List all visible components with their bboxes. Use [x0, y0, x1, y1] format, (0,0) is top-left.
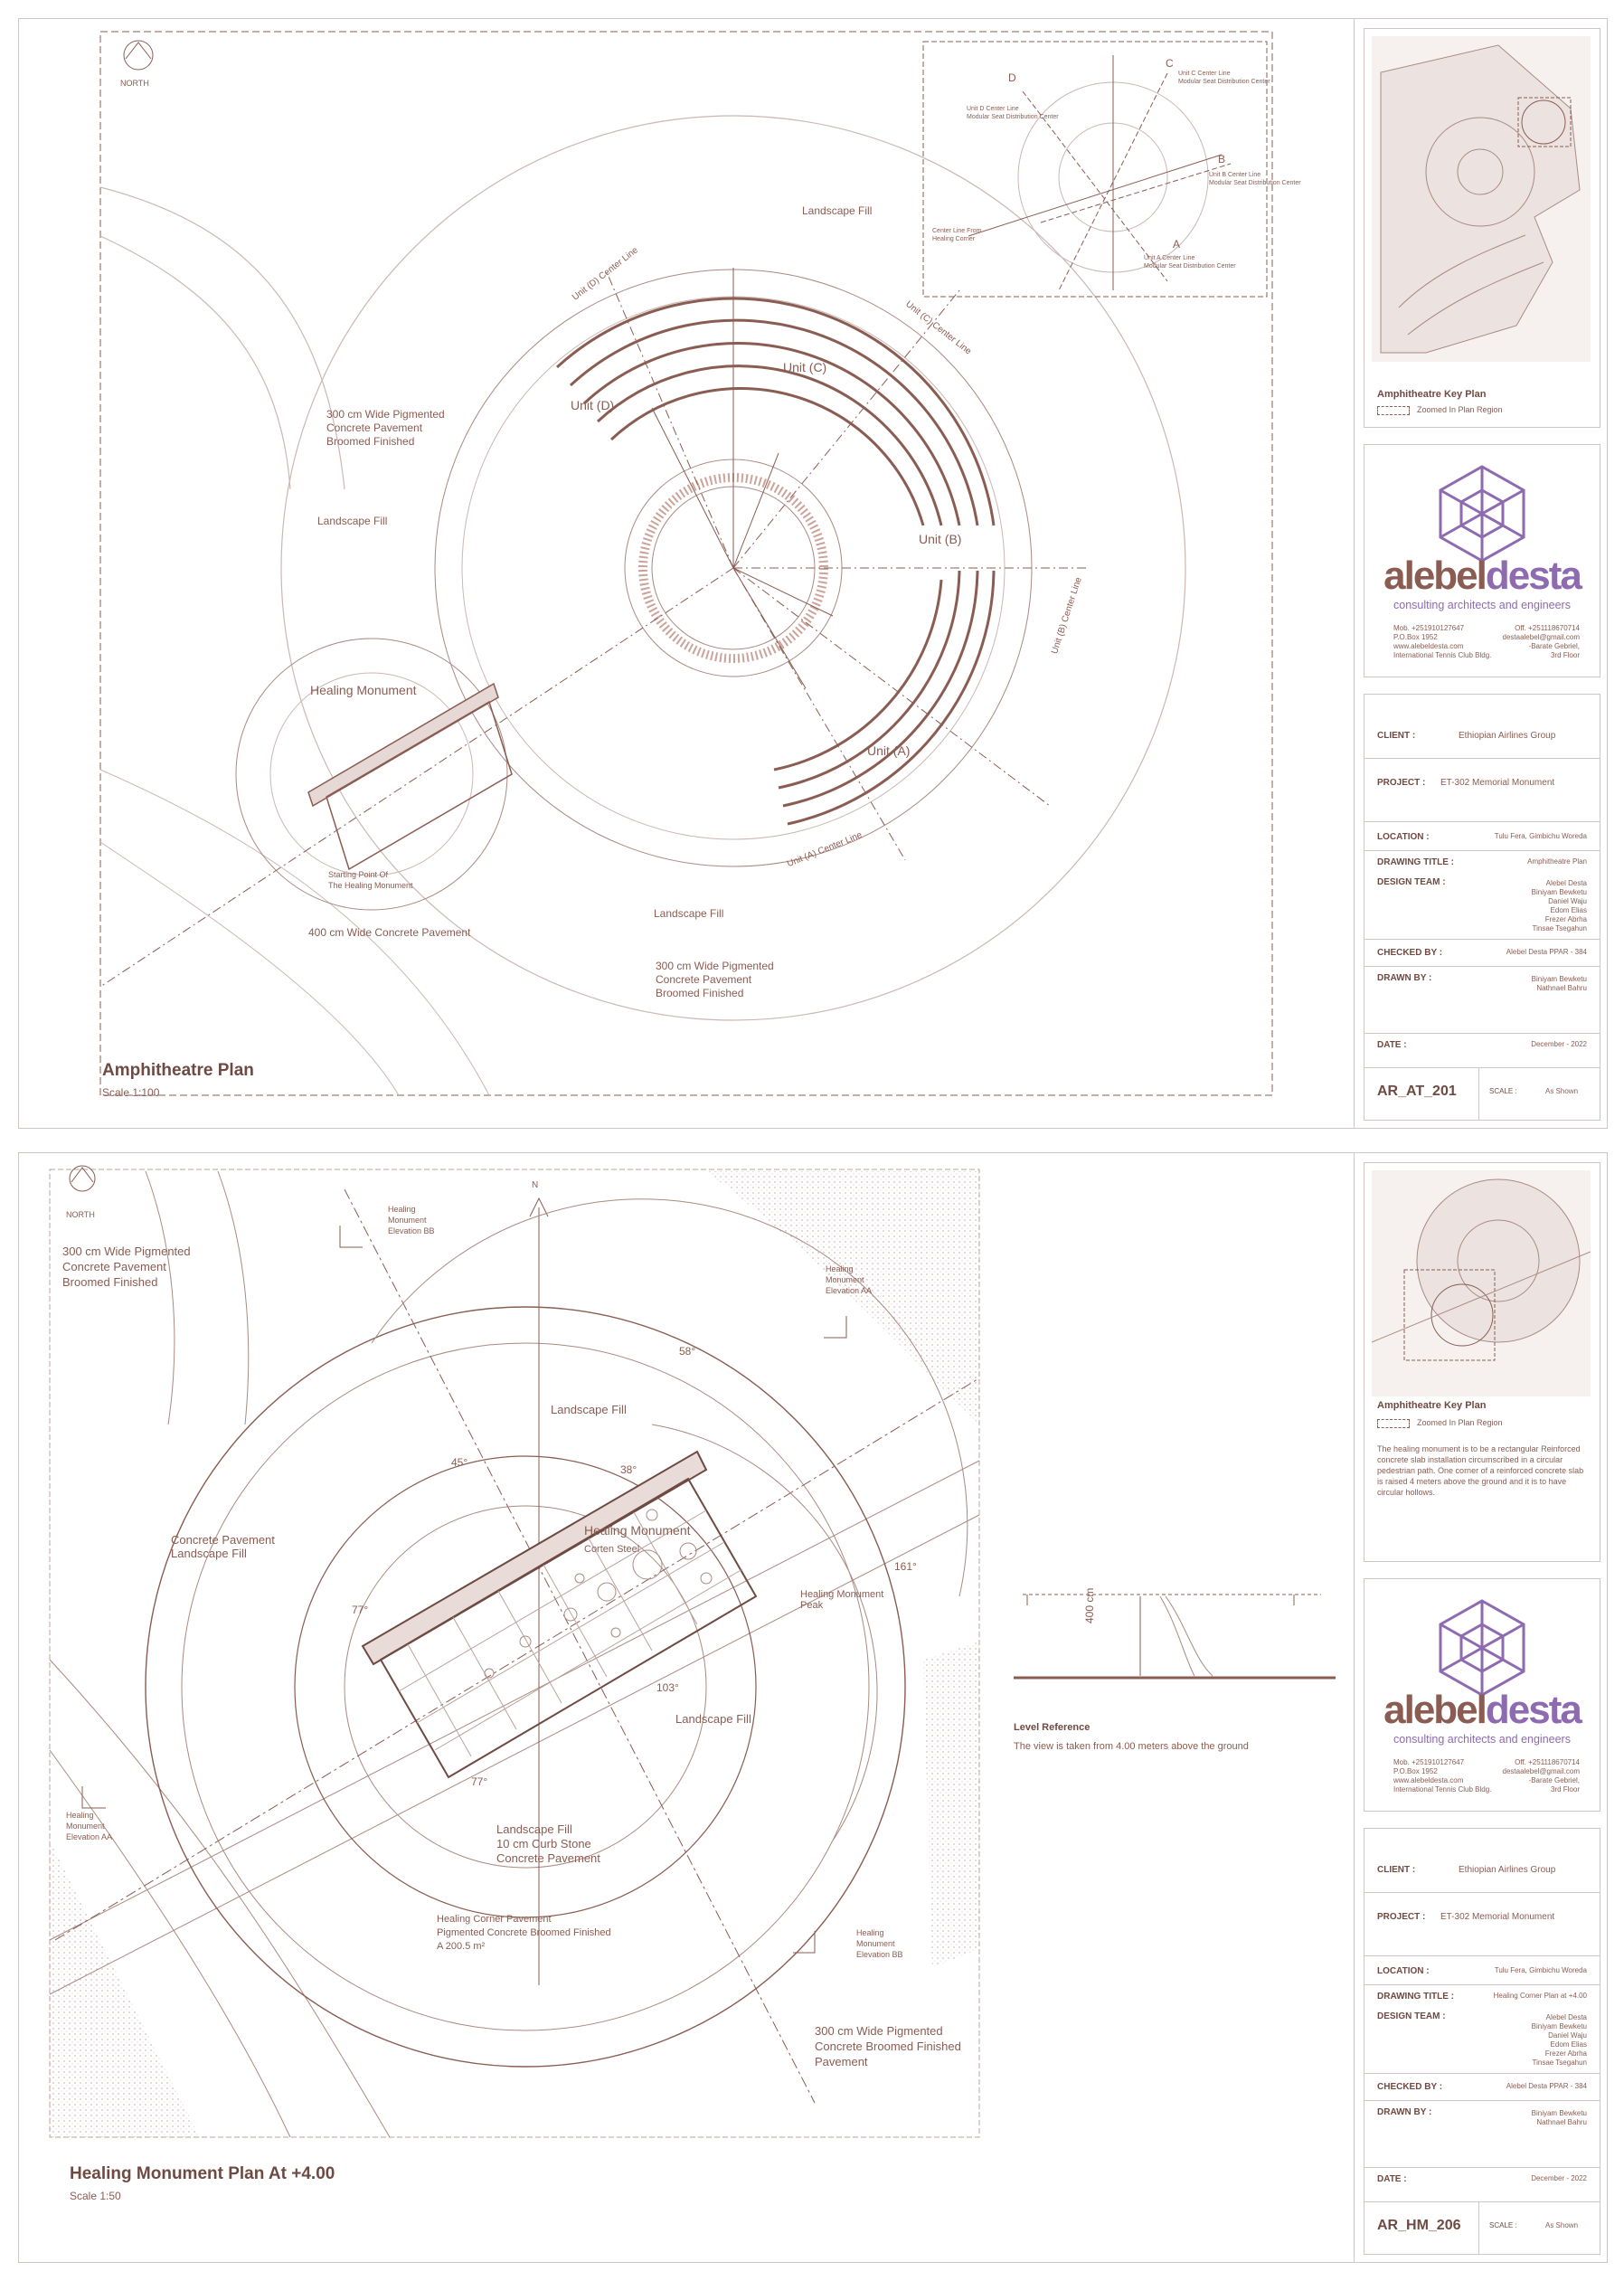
drawn-label: DRAWN BY :	[1377, 2107, 1432, 2117]
contact-floor: 3rd Floor	[1550, 651, 1580, 659]
date-value: December - 2022	[1531, 1040, 1587, 1048]
checked-value: Alebel Desta PPAR - 384	[1506, 2082, 1587, 2090]
design-team-label: DESIGN TEAM :	[1377, 2011, 1446, 2021]
team-member: Alebel Desta	[1545, 2013, 1587, 2021]
firm-name-part2: desta	[1485, 1688, 1581, 1732]
level-reference-text: The view is taken from 4.00 meters above the ground	[1014, 1741, 1249, 1752]
project-row	[1377, 778, 1587, 788]
team-member: Edom Elias	[1550, 906, 1587, 914]
monument-description: The healing monument is to be a rectangular Reinforced concrete slab installation circumscribed in a circular pedestrian path. One corner of a reinforced concrete slab is raised 4 meters above the ground and it is to have circular hollows.	[1377, 1444, 1584, 1497]
contact-website: www.alebeldesta.com	[1393, 642, 1464, 650]
label-concrete-pavement: Concrete Pavement Landscape Fill	[171, 1533, 275, 1560]
healing-monument-drawing	[19, 1153, 1354, 2262]
firm-tagline: consulting architects and engineers	[1393, 1733, 1571, 1746]
north-axis-label: N	[532, 1180, 539, 1190]
location-label: LOCATION :	[1377, 832, 1430, 842]
label-pavement-300-bottom: 300 cm Wide Pigmented Concrete Broomed Finished Pavement	[815, 2024, 961, 2068]
team-member: Biniyam Bewketu	[1531, 2022, 1587, 2030]
date-row	[1377, 1040, 1587, 1050]
firm-logo-panel	[1364, 444, 1600, 677]
label-angle-45: 45°	[451, 1456, 468, 1469]
label-monument-peak: Healing Monument Peak	[800, 1589, 884, 1611]
location-row	[1377, 1966, 1587, 1976]
label-unit-a-centerline: Unit (A) Center Line	[786, 829, 864, 870]
date-value: December - 2022	[1531, 2174, 1587, 2182]
scale-label: SCALE :	[1489, 2221, 1517, 2229]
label-elevation-bb-top: Healing Monument Elevation BB	[388, 1205, 435, 1235]
drawn-row	[1377, 2107, 1587, 2126]
label-angle-58: 58°	[679, 1345, 696, 1358]
drawn-member: Biniyam Bewketu	[1531, 2109, 1587, 2117]
label-healing-monument: Healing Monument	[584, 1523, 691, 1538]
inset-unit-a-text: Unit A Center Line Modular Seat Distribution Center	[1144, 255, 1236, 270]
checked-row	[1377, 2082, 1587, 2092]
contact-left	[1393, 624, 1491, 660]
inset-healing-text: Center Line From Healing Corner	[932, 228, 982, 242]
checked-row	[1377, 948, 1587, 958]
date-label: DATE :	[1377, 2174, 1407, 2184]
label-pavement-300-left: 300 cm Wide Pigmented Concrete Pavement Broomed Finished	[326, 408, 445, 448]
design-team-list	[1532, 2013, 1587, 2068]
keyplan-legend-text: Zoomed In Plan Region	[1417, 405, 1503, 414]
inset-unit-c-text: Unit C Center Line Modular Seat Distribution Center	[1178, 71, 1270, 85]
drawing-frame	[50, 1169, 979, 2137]
drawn-list	[1532, 975, 1587, 993]
label-pavement-300-bottom: 300 cm Wide Pigmented Concrete Pavement Broomed Finished	[656, 960, 774, 999]
seating-rows	[557, 298, 994, 824]
label-unit-d: Unit (D)	[571, 398, 615, 412]
contact-office: Off. +251118670714	[1515, 1758, 1580, 1766]
firm-name-part1: alebel	[1383, 1688, 1486, 1732]
client-value: Ethiopian Airlines Group	[1459, 1865, 1556, 1875]
drawing-title-label: DRAWING TITLE :	[1377, 857, 1454, 867]
team-member: Alebel Desta	[1545, 879, 1587, 887]
client-label: CLIENT :	[1377, 1865, 1416, 1875]
contact-mobile: Mob. +251910127647	[1393, 624, 1465, 632]
firm-tagline: consulting architects and engineers	[1393, 599, 1571, 611]
keyplan-title: Amphitheatre Key Plan	[1377, 389, 1487, 400]
scale-value: As Shown	[1545, 2221, 1579, 2229]
label-pavement-400: 400 cm Wide Concrete Pavement	[308, 926, 471, 939]
checked-value: Alebel Desta PPAR - 384	[1506, 948, 1587, 956]
label-pavement-300-top: 300 cm Wide Pigmented Concrete Pavement Broomed Finished	[62, 1245, 191, 1289]
team-member: Biniyam Bewketu	[1531, 888, 1587, 896]
inset-letter-d: D	[1008, 71, 1016, 84]
team-member: Daniel Waju	[1548, 897, 1587, 905]
contact-left	[1393, 1758, 1491, 1794]
checked-label: CHECKED BY :	[1377, 948, 1443, 958]
legend-dashed-box-icon	[1377, 1419, 1410, 1428]
contact-pobox: P.O.Box 1952	[1393, 633, 1438, 641]
north-label: NORTH	[120, 79, 149, 88]
firm-name-part2: desta	[1485, 554, 1581, 598]
drawing-scale: Scale 1:100	[102, 1086, 160, 1099]
label-landscape-fill-bottom: Landscape Fill	[654, 907, 724, 920]
contact-office: Off. +251118670714	[1515, 624, 1580, 632]
legend-dashed-box-icon	[1377, 406, 1410, 415]
drawn-label: DRAWN BY :	[1377, 973, 1432, 983]
label-angle-77-b: 77°	[471, 1775, 488, 1788]
drawn-list	[1532, 2109, 1587, 2127]
keyplan-legend-text: Zoomed In Plan Region	[1417, 1418, 1503, 1427]
label-unit-c-centerline: Unit (C) Center Line	[903, 299, 974, 357]
title-block	[1354, 19, 1608, 1128]
contact-pobox: P.O.Box 1952	[1393, 1767, 1438, 1775]
project-label: PROJECT :	[1377, 778, 1426, 788]
healing-monument-plan-svg	[19, 1153, 1354, 2262]
keyplan-panel	[1364, 28, 1600, 428]
label-angle-38: 38°	[620, 1463, 637, 1476]
north-label: NORTH	[66, 1210, 95, 1219]
label-angle-103: 103°	[656, 1681, 679, 1694]
label-angle-161: 161°	[894, 1560, 917, 1573]
date-label: DATE :	[1377, 1040, 1407, 1050]
client-value: Ethiopian Airlines Group	[1459, 731, 1556, 741]
team-member: Frezer Abrha	[1544, 915, 1587, 923]
design-team-label: DESIGN TEAM :	[1377, 877, 1446, 887]
label-angle-77-a: 77°	[352, 1604, 369, 1616]
contact-website: www.alebeldesta.com	[1393, 1776, 1464, 1784]
location-row	[1377, 832, 1587, 842]
project-info-panel	[1364, 694, 1600, 1121]
label-curb-stone: Landscape Fill 10 cm Curb Stone Concrete Pavement	[496, 1822, 600, 1865]
team-member: Tinsae Tsegahun	[1532, 2059, 1587, 2067]
scale-value: As Shown	[1545, 1087, 1579, 1095]
drawing-title: Amphitheatre Plan	[102, 1061, 254, 1080]
amphitheatre-drawing	[19, 19, 1354, 1128]
contact-area: -Barate Gebriel,	[1528, 642, 1580, 650]
team-member: Tinsae Tsegahun	[1532, 924, 1587, 932]
level-dimension: 400 cm	[1083, 1587, 1096, 1623]
date-row	[1377, 2174, 1587, 2184]
label-elevation-bb-bottom: Healing Monument Elevation BB	[856, 1928, 903, 1959]
label-starting-point: Starting Point Of The Healing Monument	[328, 870, 413, 890]
design-team-row	[1377, 2011, 1587, 2067]
team-member: Frezer Abrha	[1544, 2049, 1587, 2058]
project-label: PROJECT :	[1377, 1912, 1426, 1922]
design-team-row	[1377, 877, 1587, 932]
drawn-member: Biniyam Bewketu	[1531, 975, 1587, 983]
label-unit-d-centerline: Unit (D) Center Line	[571, 245, 640, 303]
contact-area: -Barate Gebriel,	[1528, 1776, 1580, 1784]
title-block	[1354, 1153, 1608, 2262]
location-value: Tulu Fera, Gimbichu Woreda	[1494, 832, 1587, 840]
drawing-title-value: Healing Corner Plan at +4.00	[1493, 1992, 1587, 2000]
label-unit-b: Unit (B)	[919, 532, 962, 546]
drawing-title-value: Amphitheatre Plan	[1527, 857, 1587, 866]
scale-label: SCALE :	[1489, 1087, 1517, 1095]
contact-mobile: Mob. +251910127647	[1393, 1758, 1465, 1766]
contact-email: destaalebel@gmail.com	[1502, 1767, 1580, 1775]
contact-right	[1500, 624, 1580, 660]
label-landscape-fill-left: Landscape Fill	[317, 515, 388, 527]
inset-letter-b: B	[1218, 153, 1226, 166]
keyplan-legend	[1377, 405, 1503, 415]
sheet-healing-monument-plan	[18, 1152, 1608, 2263]
drawing-scale: Scale 1:50	[70, 2190, 121, 2202]
drawing-title-label: DRAWING TITLE :	[1377, 1992, 1454, 2002]
design-team-list	[1532, 879, 1587, 933]
keyplan-image	[1372, 36, 1591, 362]
label-unit-b-centerline: Unit (B) Center Line	[1050, 575, 1084, 656]
project-value: ET-302 Memorial Monument	[1440, 778, 1555, 788]
label-unit-c: Unit (C)	[783, 360, 827, 374]
sheet-number: AR_AT_201	[1377, 1084, 1457, 1099]
monument-slab-top	[308, 684, 498, 806]
keyplan-title: Amphitheatre Key Plan	[1377, 1400, 1487, 1411]
location-value: Tulu Fera, Gimbichu Woreda	[1494, 1966, 1587, 1974]
drawing-frame	[100, 32, 1272, 1095]
client-label: CLIENT :	[1377, 731, 1416, 741]
drawn-member: Nathnael Bahru	[1536, 984, 1587, 992]
firm-logo-panel	[1364, 1578, 1600, 1812]
team-member: Edom Elias	[1550, 2040, 1587, 2049]
label-landscape-fill-1: Landscape Fill	[551, 1403, 627, 1416]
firm-name-part1: alebel	[1383, 554, 1486, 598]
drawing-title-row	[1377, 857, 1587, 867]
team-member: Daniel Waju	[1548, 2031, 1587, 2040]
label-corten-steel: Corten Steel	[584, 1544, 640, 1555]
client-row	[1377, 1865, 1587, 1875]
label-elevation-aa-top: Healing Monument Elevation AA	[826, 1264, 873, 1295]
checked-label: CHECKED BY :	[1377, 2082, 1443, 2092]
keyplan-panel	[1364, 1162, 1600, 1562]
sheet-number: AR_HM_206	[1377, 2218, 1461, 2233]
inset-unit-b-text: Unit B Center Line Modular Seat Distribution Center	[1209, 172, 1301, 186]
firm-name	[1364, 554, 1600, 599]
label-healing-monument: Healing Monument	[310, 683, 417, 697]
project-info-panel	[1364, 1828, 1600, 2255]
keyplan-legend	[1377, 1418, 1503, 1428]
sheet-amphitheatre-plan	[18, 18, 1608, 1129]
level-reference-title: Level Reference	[1014, 1722, 1091, 1733]
drawn-member: Nathnael Bahru	[1536, 2118, 1587, 2126]
contact-floor: 3rd Floor	[1550, 1785, 1580, 1794]
drawing-title-row	[1377, 1992, 1587, 2002]
location-label: LOCATION :	[1377, 1966, 1430, 1976]
label-landscape-fill-top: Landscape Fill	[802, 204, 873, 217]
drawn-row	[1377, 973, 1587, 992]
inset-letter-a: A	[1173, 238, 1181, 251]
label-landscape-fill-2: Landscape Fill	[675, 1712, 751, 1726]
contact-building: International Tennis Club Bldg.	[1393, 651, 1492, 659]
monument-slab-top	[363, 1452, 706, 1664]
inset-unit-d-text: Unit D Center Line Modular Seat Distribution Center	[967, 106, 1059, 120]
project-row	[1377, 1912, 1587, 1922]
keyplan-image	[1372, 1170, 1591, 1396]
label-unit-a: Unit (A)	[867, 743, 911, 758]
project-value: ET-302 Memorial Monument	[1440, 1912, 1555, 1922]
inset-letter-c: C	[1166, 57, 1174, 70]
contact-right	[1500, 1758, 1580, 1794]
contact-email: destaalebel@gmail.com	[1502, 633, 1580, 641]
client-row	[1377, 731, 1587, 741]
drawing-title: Healing Monument Plan At +4.00	[70, 2164, 335, 2183]
firm-name	[1364, 1688, 1600, 1733]
contact-building: International Tennis Club Bldg.	[1393, 1785, 1492, 1794]
label-elevation-aa-left: Healing Monument Elevation AA	[66, 1811, 113, 1841]
label-corner-pavement: Healing Corner Pavement Pigmented Concrete Broomed Finished A 200.5 m²	[437, 1914, 611, 1952]
